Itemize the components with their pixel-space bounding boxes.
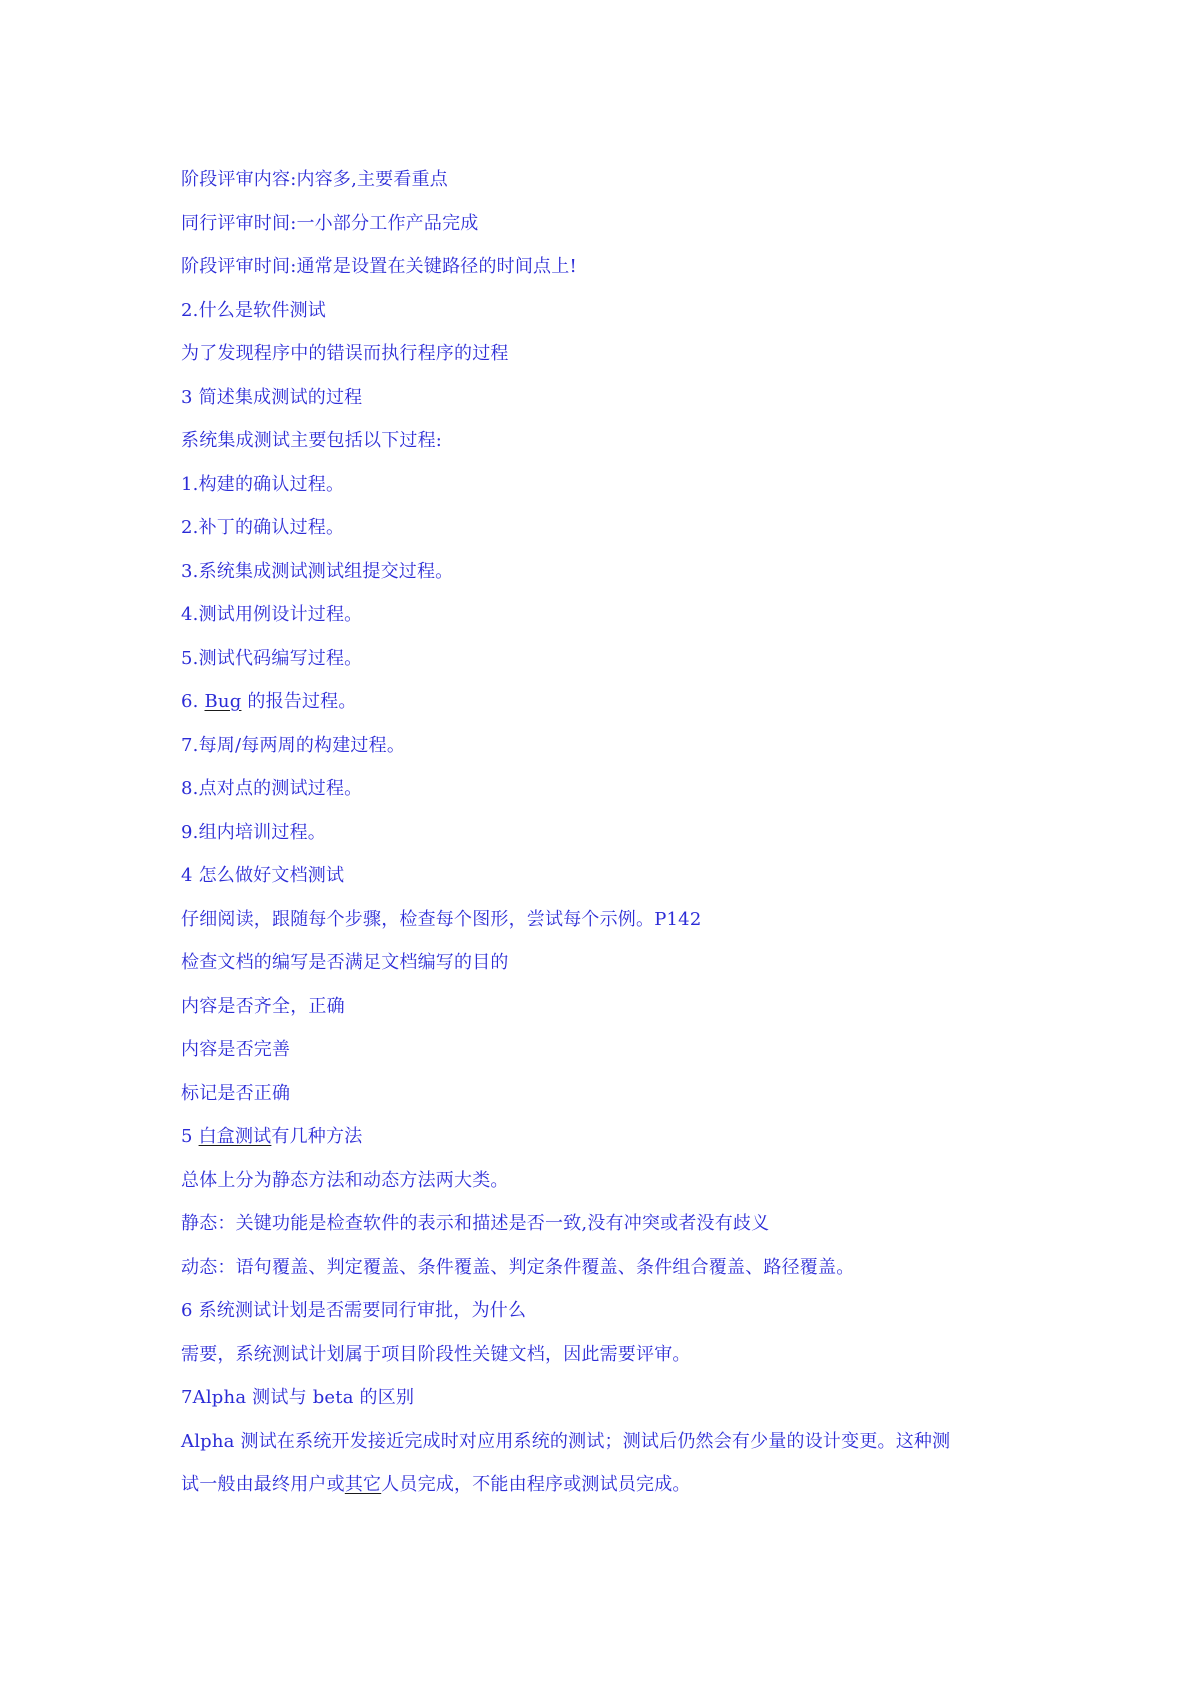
text-line: 阶段评审内容:内容多,主要看重点 <box>181 169 448 190</box>
text-line: 总体上分为静态方法和动态方法两大类。 <box>181 1169 509 1191</box>
question-heading <box>181 1115 1031 1159</box>
list-item: 3.系统集成测试测试组提交过程。 <box>181 560 454 582</box>
question-heading: 3 简述集成测试的过程 <box>181 386 363 408</box>
question-heading: 2.什么是软件测试 <box>181 299 326 321</box>
question-heading: 4 怎么做好文档测试 <box>181 865 345 886</box>
heading-suffix: 有几种方法 <box>271 1126 363 1147</box>
bug-term: Bug <box>204 691 242 712</box>
list-item: 1.构建的确认过程。 <box>181 473 345 495</box>
list-item-suffix: 的报告过程。 <box>241 691 357 712</box>
list-item: 9.组内培训过程。 <box>181 821 326 843</box>
line-prefix: 试一般由最终用户或 <box>181 1474 345 1495</box>
text-line: 需要，系统测试计划属于项目阶段性关键文档，因此需要评审。 <box>181 1343 691 1365</box>
list-item-prefix: 6. <box>181 691 205 712</box>
whitebox-term: 白盒测试 <box>198 1126 272 1147</box>
list-item: 8.点对点的测试过程。 <box>181 778 363 799</box>
list-item: 2.补丁的确认过程。 <box>181 517 345 538</box>
text-line: Alpha 测试在系统开发接近完成时对应用系统的测试；测试后仍然会有少量的设计变更。这种测 <box>181 1430 951 1452</box>
text-line: 内容是否齐全，正确 <box>181 995 345 1017</box>
text-line: 仔细阅读，跟随每个步骤，检查每个图形，尝试每个示例。P142 <box>181 908 702 930</box>
list-item <box>181 680 1031 724</box>
text-line: 标记是否正确 <box>181 1082 291 1104</box>
document-body <box>181 158 1031 1507</box>
text-line: 为了发现程序中的错误而执行程序的过程 <box>181 343 509 364</box>
list-item: 5.测试代码编写过程。 <box>181 647 363 669</box>
question-heading: 7Alpha 测试与 beta 的区别 <box>181 1387 415 1408</box>
heading-prefix: 5 <box>181 1126 199 1147</box>
text-line: 阶段评审时间:通常是设置在关键路径的时间点上! <box>181 256 577 277</box>
list-item: 7.每周/每两周的构建过程。 <box>181 734 406 756</box>
text-line: 系统集成测试主要包括以下过程: <box>181 430 443 451</box>
text-line: 同行评审时间:一小部分工作产品完成 <box>181 212 479 234</box>
list-item: 4.测试用例设计过程。 <box>181 604 363 625</box>
question-heading: 6 系统测试计划是否需要同行审批，为什么 <box>181 1300 527 1321</box>
text-line: 检查文档的编写是否满足文档编写的目的 <box>181 952 509 973</box>
text-line: 内容是否完善 <box>181 1039 291 1060</box>
text-line <box>181 1463 1031 1507</box>
text-line: 静态：关键功能是检查软件的表示和描述是否一致,没有冲突或者没有歧义 <box>181 1213 770 1234</box>
text-line: 动态：语句覆盖、判定覆盖、条件覆盖、判定条件覆盖、条件组合覆盖、路径覆盖。 <box>181 1256 855 1278</box>
line-suffix: 人员完成，不能由程序或测试员完成。 <box>381 1474 691 1495</box>
other-term: 其它 <box>344 1474 382 1495</box>
